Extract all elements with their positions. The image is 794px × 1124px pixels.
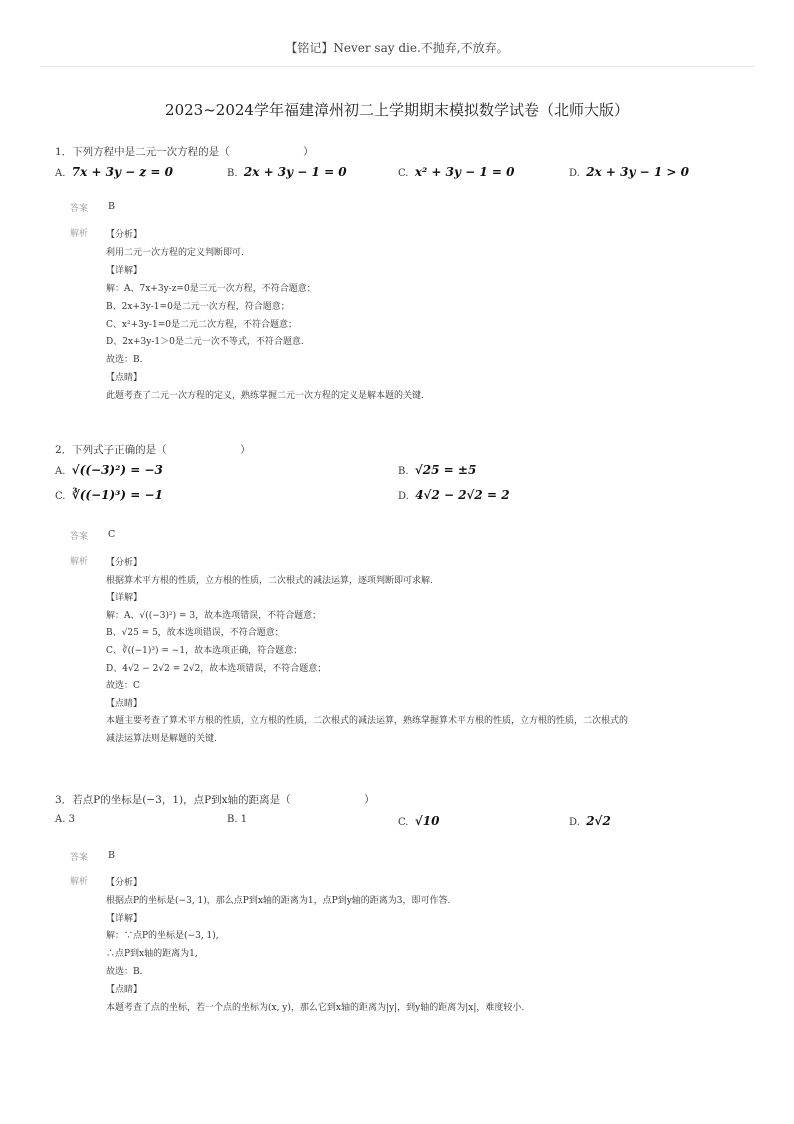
- q2-analysis-line: B、√25 = 5，故本选项错误，不符合题意；: [106, 628, 284, 639]
- q2-analysis-line: 解：A、√((−3)²) = 3，故本选项错误，不符合题意；: [106, 610, 322, 621]
- q2-analysis-line: 故选：C: [106, 681, 140, 692]
- q1-option-d: [569, 165, 689, 179]
- q1-option-a: [55, 165, 173, 179]
- q1-option-b-letter: B.: [227, 168, 238, 179]
- q3-option-b-text: B. 1: [227, 814, 248, 825]
- q1-analysis-line: 【分析】: [106, 230, 143, 240]
- q2-option-b-math: √25 = ±5: [414, 463, 477, 477]
- q1-analysis-line: C、x²+3y-1=0是二元二次方程，不符合题意；: [106, 319, 297, 330]
- q2-option-d-letter: D.: [398, 491, 409, 502]
- q1-answer: B: [108, 201, 115, 212]
- q1-analysis-line: B、2x+3y-1=0是二元一次方程，符合题意；: [106, 301, 290, 312]
- q3-analysis-line: 故选：B.: [106, 967, 143, 977]
- q1-option-b-math: 2x + 3y − 1 = 0: [243, 165, 347, 179]
- q3-option-b: [227, 814, 247, 825]
- q1-option-d-letter: D.: [569, 168, 580, 179]
- q3-answer-label: 答案: [70, 853, 89, 863]
- q2-option-c: [55, 488, 163, 502]
- q2-analysis-line: 【分析】: [106, 558, 143, 568]
- q3-analysis-line: 解：∵点P的坐标是(−3, 1),: [106, 931, 219, 942]
- exam-title: 2023~2024学年福建漳州初二上学期期末模拟数学试卷（北师大版）: [165, 101, 629, 119]
- q2-analysis-label: 解析: [70, 557, 89, 567]
- q3-analysis-line: 根据点P的坐标是(−3, 1)，那么点P到x轴的距离为1，点P到y轴的距离为3，即可作答.: [106, 895, 451, 906]
- question-3-stem: 3．若点P的坐标是(−3，1)，点P到x轴的距离是（ ）: [55, 794, 375, 806]
- q1-answer-label: 答案: [70, 204, 89, 214]
- q2-option-b: [398, 463, 476, 477]
- q3-analysis-line: ∴点P到x轴的距离为1,: [106, 949, 198, 960]
- q2-option-c-letter: C.: [55, 491, 66, 502]
- q3-option-a-text: A. 3: [55, 814, 75, 825]
- q1-analysis-label: 解析: [70, 229, 89, 239]
- q3-option-d-math: 2√2: [586, 814, 611, 828]
- question-2-stem: 2．下列式子正确的是（ ）: [55, 444, 251, 456]
- q1-analysis-line: 【点睛】: [106, 373, 143, 384]
- q3-option-d-letter: D.: [569, 817, 580, 828]
- q2-option-a: [55, 463, 163, 477]
- q1-analysis-line: 利用二元一次方程的定义判断即可.: [106, 247, 244, 258]
- q1-option-c-letter: C.: [398, 168, 409, 179]
- q3-option-c: [398, 814, 439, 828]
- q3-option-a: [55, 814, 75, 825]
- q3-analysis-line: 【详解】: [106, 913, 143, 924]
- q1-option-b: [227, 165, 347, 179]
- q1-analysis-line: 解：A、7x+3y-z=0是三元一次方程，不符合题意；: [106, 283, 316, 294]
- header-divider: [40, 66, 754, 67]
- q2-option-d-math: 4√2 − 2√2 = 2: [415, 488, 510, 502]
- q3-analysis-label: 解析: [70, 877, 89, 887]
- q1-option-c-math: x² + 3y − 1 = 0: [414, 165, 515, 179]
- q3-analysis-line: 【点睛】: [106, 984, 143, 995]
- q3-option-c-math: √10: [414, 814, 440, 828]
- q1-option-c: [398, 165, 515, 179]
- q1-option-a-math: 7x + 3y − z = 0: [71, 165, 173, 179]
- q1-analysis-line: 此题考查了二元一次方程的定义，熟练掌握二元一次方程的定义是解本题的关键.: [106, 391, 424, 402]
- q3-option-d: [569, 814, 611, 828]
- q3-answer: B: [108, 850, 115, 861]
- q2-answer-label: 答案: [70, 532, 89, 542]
- q3-analysis-line: 本题考查了点的坐标，若一个点的坐标为(x, y)，那么它到x轴的距离为|y|，到y轴的距离为|x|，难度较小.: [106, 1002, 525, 1013]
- q2-option-d: [398, 488, 510, 502]
- q2-analysis-line: 本题主要考查了算术平方根的性质，立方根的性质，二次根式的减法运算，熟练掌握算术平方根的性质，立方根的性质，二次根式的: [106, 716, 629, 727]
- q2-option-a-math: √((−3)²) = −3: [71, 463, 163, 477]
- q2-answer: C: [108, 529, 116, 540]
- q2-option-c-math: ∛((−1)³) = −1: [71, 488, 163, 502]
- q2-analysis-line: 根据算术平方根的性质，立方根的性质，二次根式的减法运算，逐项判断即可求解.: [106, 575, 433, 586]
- q1-option-a-letter: A.: [55, 168, 66, 179]
- q2-analysis-line: 减法运算法则是解题的关键.: [106, 734, 217, 744]
- q1-analysis-line: D、2x+3y-1＞0是二元一次不等式，不符合题意.: [106, 337, 304, 348]
- q2-analysis-line: 【点睛】: [106, 698, 143, 709]
- q1-analysis-line: 【详解】: [106, 265, 143, 276]
- q3-option-c-letter: C.: [398, 817, 409, 828]
- q2-analysis-line: C、∛((−1)³) = −1，故本选项正确，符合题意；: [106, 646, 303, 656]
- q2-analysis-line: 【详解】: [106, 593, 143, 604]
- q3-analysis-line: 【分析】: [106, 878, 143, 888]
- question-1-stem: 1．下列方程中是二元一次方程的是（ ）: [55, 146, 314, 158]
- q2-option-b-letter: B.: [398, 466, 409, 477]
- q2-option-a-letter: A.: [55, 466, 66, 477]
- q2-analysis-line: D、4√2 − 2√2 = 2√2，故本选项错误，不符合题意；: [106, 663, 327, 674]
- q1-option-d-math: 2x + 3y − 1 > 0: [586, 165, 689, 179]
- q1-analysis-line: 故选：B.: [106, 355, 143, 366]
- page-header-motto: 【铭记】Never say die.不抛弃,不放弃。: [285, 41, 509, 55]
